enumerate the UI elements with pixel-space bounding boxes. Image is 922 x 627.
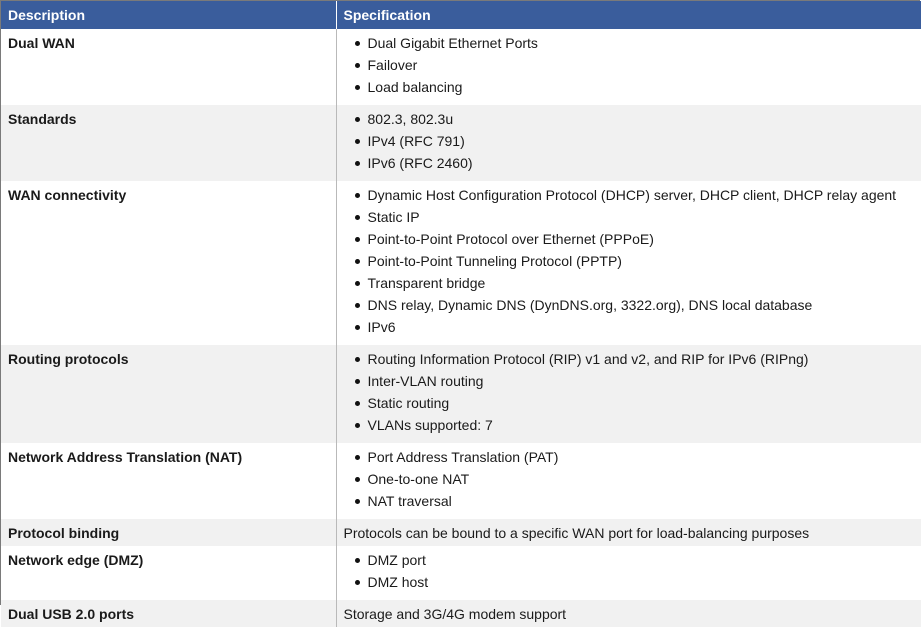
row-specification [336,181,921,345]
row-description: Standards [1,105,336,181]
list-item-text: Static IP [367,209,420,225]
bullet-icon [355,357,360,362]
table-row [1,29,921,105]
list-item [344,35,915,57]
row-specification [336,600,921,627]
list-item [344,319,915,341]
list-item-text: IPv6 (RFC 2460) [367,155,473,171]
header-specification: Specification [336,1,921,29]
list-item [344,155,915,177]
bullet-icon [355,423,360,428]
list-item-text: Port Address Translation (PAT) [367,449,559,465]
bullet-icon [355,237,360,242]
list-item [344,373,915,395]
list-item-text: Dual Gigabit Ethernet Ports [367,35,538,51]
list-item [344,209,915,231]
bullet-icon [355,455,360,460]
bullet-icon [355,379,360,384]
list-item [344,351,915,373]
list-item [344,111,915,133]
row-description: Network Address Translation (NAT) [1,443,336,519]
table-row [1,181,921,345]
spec-list [344,552,915,596]
list-item [344,133,915,155]
list-item-text: Failover [367,57,418,73]
list-item-text: DMZ port [367,552,426,568]
list-item-text: Dynamic Host Configuration Protocol (DHCP) server, DHCP client, DHCP relay agent [367,187,897,203]
bullet-icon [355,325,360,330]
table-row [1,546,921,600]
bullet-icon [355,139,360,144]
list-item [344,449,915,471]
list-item-text: Inter-VLAN routing [367,373,484,389]
table-row [1,443,921,519]
row-description: WAN connectivity [1,181,336,345]
list-item [344,552,915,574]
spec-list [344,187,915,341]
list-item-text: Load balancing [367,79,463,95]
bullet-icon [355,63,360,68]
bullet-icon [355,117,360,122]
list-item-text: IPv6 [367,319,396,335]
list-item-text: Point-to-Point Protocol over Ethernet (PPPoE) [367,231,654,247]
bullet-icon [355,85,360,90]
list-item [344,231,915,253]
list-item [344,297,915,319]
list-item-text: IPv4 (RFC 791) [367,133,465,149]
row-description: Network edge (DMZ) [1,546,336,600]
bullet-icon [355,303,360,308]
bullet-icon [355,401,360,406]
list-item [344,187,915,209]
bullet-icon [355,499,360,504]
bullet-icon [355,215,360,220]
table-row [1,105,921,181]
bullet-icon [355,558,360,563]
list-item-text: DMZ host [367,574,429,590]
row-description: Protocol binding [1,519,336,546]
list-item-text: One-to-one NAT [367,471,470,487]
list-item [344,471,915,493]
list-item [344,57,915,79]
bullet-icon [355,259,360,264]
list-item-text: Point-to-Point Tunneling Protocol (PPTP) [367,253,622,269]
bullet-icon [355,193,360,198]
row-specification [336,345,921,443]
table-body [1,29,921,627]
spec-list [344,449,915,515]
list-item-text: Routing Information Protocol (RIP) v1 and v2, and RIP for IPv6 (RIPng) [367,351,809,367]
row-specification [336,546,921,600]
bullet-icon [355,580,360,585]
table-row [1,600,921,627]
spec-text: Protocols can be bound to a specific WAN port for load-balancing purposes [343,525,810,541]
list-item-text: Static routing [367,395,450,411]
list-item-text: Transparent bridge [367,275,486,291]
header-description: Description [1,1,336,29]
spec-list [344,351,915,439]
list-item [344,493,915,515]
row-specification [336,519,921,546]
table-row [1,345,921,443]
table-row [1,519,921,546]
list-item [344,574,915,596]
list-item [344,79,915,101]
row-specification [336,29,921,105]
row-specification [336,105,921,181]
bullet-icon [355,41,360,46]
list-item [344,275,915,297]
list-item-text: NAT traversal [367,493,452,509]
bullet-icon [355,477,360,482]
row-description: Dual USB 2.0 ports [1,600,336,627]
list-item [344,253,915,275]
row-specification [336,443,921,519]
bullet-icon [355,161,360,166]
spec-table [1,1,921,627]
list-item [344,395,915,417]
spec-list [344,35,915,101]
spec-text: Storage and 3G/4G modem support [343,606,567,622]
list-item-text: 802.3, 802.3u [367,111,454,127]
row-description: Routing protocols [1,345,336,443]
list-item [344,417,915,439]
list-item-text: VLANs supported: 7 [367,417,493,433]
list-item-text: DNS relay, Dynamic DNS (DynDNS.org, 3322.org), DNS local database [367,297,813,313]
bullet-icon [355,281,360,286]
spec-list [344,111,915,177]
header-row [1,1,921,29]
row-description: Dual WAN [1,29,336,105]
